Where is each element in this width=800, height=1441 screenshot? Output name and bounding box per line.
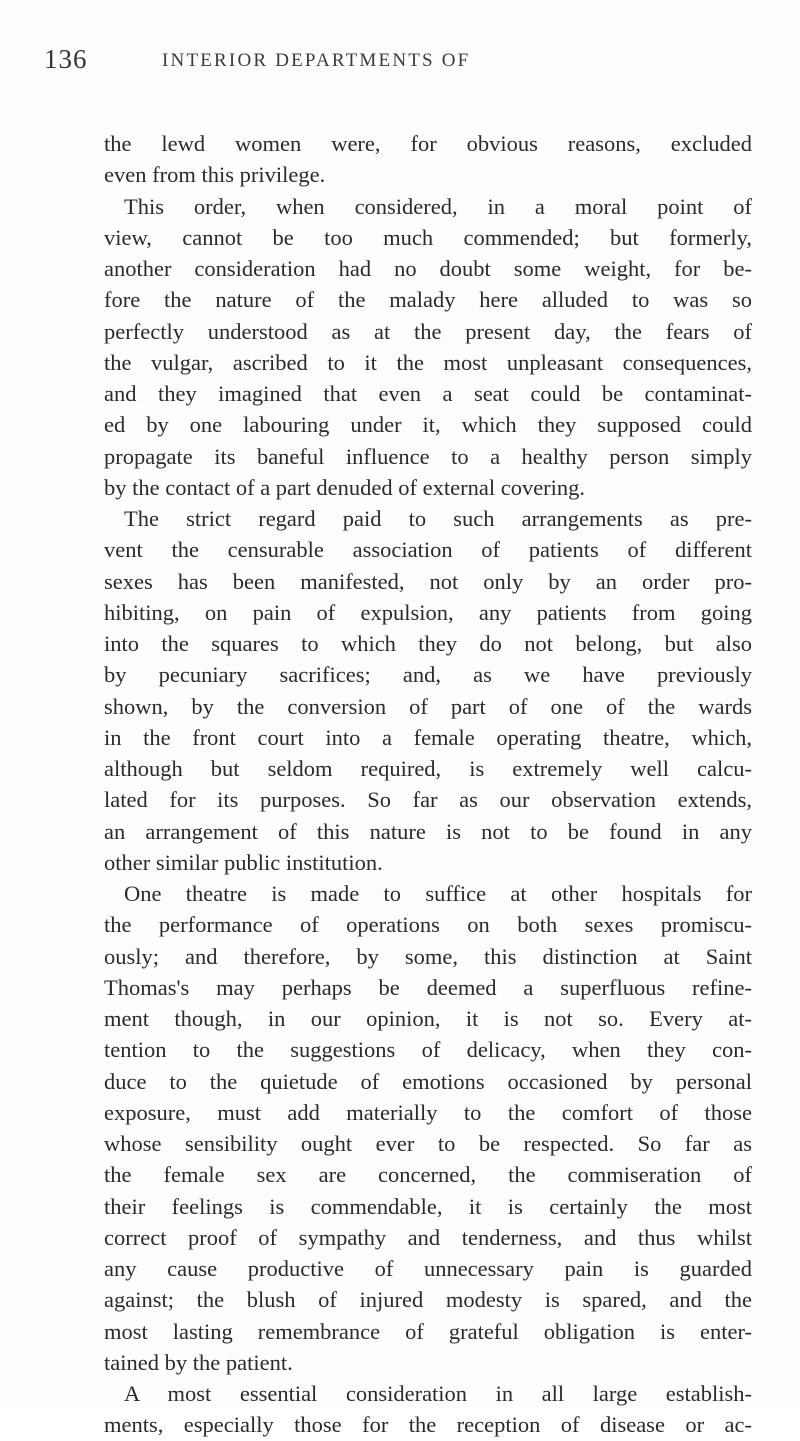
text-line: Thomas's may perhaps be deemed a superfluous refine- <box>104 974 752 1000</box>
text-line: sexes has been manifested, not only by an order pro- <box>104 568 752 594</box>
text-line: This order, when considered, in a moral point of <box>124 193 752 219</box>
text-line: and they imagined that even a seat could be contaminat- <box>104 381 752 406</box>
text-line: by the contact of a part denuded of external covering. <box>104 474 586 500</box>
text-line: any cause productive of unnecessary pain is guarded <box>104 1256 752 1281</box>
text-line: against; the blush of injured modesty is spared, and the <box>104 1287 752 1313</box>
text-line: ed by one labouring under it, which they supposed could <box>104 412 752 438</box>
text-line: perfectly understood as at the present day, the fears of <box>104 318 752 344</box>
text-line: duce to the quietude of emotions occasioned by personal <box>104 1068 752 1094</box>
text-line: an arrangement of this nature is not to be found in any <box>104 818 752 844</box>
text-line: their feelings is commendable, it is certainly the most <box>104 1193 752 1219</box>
text-line: hibiting, on pain of expulsion, any patients from going <box>104 599 752 625</box>
text-line: the vulgar, ascribed to it the most unpleasant consequences, <box>104 349 752 375</box>
text-line: view, cannot be too much commended; but formerly, <box>104 224 752 250</box>
text-line: vent the censurable association of patients of different <box>104 537 752 563</box>
text-line: propagate its baneful influence to a healthy person simply <box>104 443 752 469</box>
text-line: lated for its purposes. So far as our observation extends, <box>104 787 752 813</box>
text-line: ment though, in our opinion, it is not so. Every at- <box>104 1006 752 1031</box>
text-line: The strict regard paid to such arrangements as pre- <box>124 506 752 531</box>
text-line: One theatre is made to suffice at other hospitals for <box>124 881 752 906</box>
page-number: 136 <box>44 44 88 74</box>
text-line: ments, especially those for the reception of disease or ac- <box>104 1412 752 1438</box>
text-line: another consideration had no doubt some weight, for be- <box>104 256 752 281</box>
text-line: A most essential consideration in all large establish- <box>124 1381 752 1406</box>
text-line: in the front court into a female operating theatre, which, <box>104 724 752 750</box>
text-line: tained by the patient. <box>104 1349 293 1375</box>
running-title: INTERIOR DEPARTMENTS OF <box>162 50 471 71</box>
text-line: other similar public institution. <box>104 849 383 875</box>
text-line: fore the nature of the malady here alluded to was so <box>104 287 752 313</box>
text-line: exposure, must add materially to the comfort of those <box>104 1099 752 1125</box>
text-line: although but seldom required, is extremely well calcu- <box>104 756 752 781</box>
text-line: correct proof of sympathy and tenderness, and thus whilst <box>104 1224 752 1250</box>
text-line: tention to the suggestions of delicacy, when they con- <box>104 1037 752 1063</box>
text-line: most lasting remembrance of grateful obligation is enter- <box>104 1318 752 1344</box>
text-line: ously; and therefore, by some, this distinction at Saint <box>104 943 752 969</box>
text-line: whose sensibility ought ever to be respected. So far as <box>104 1131 752 1156</box>
text-line: into the squares to which they do not belong, but also <box>104 631 752 656</box>
text-line: by pecuniary sacrifices; and, as we have previously <box>104 662 752 688</box>
text-line: the performance of operations on both sexes promiscu- <box>104 912 752 938</box>
text-line: the lewd women were, for obvious reasons, excluded <box>104 131 752 156</box>
text-line: shown, by the conversion of part of one of the wards <box>104 693 752 719</box>
text-line: the female sex are concerned, the commiseration of <box>104 1162 752 1188</box>
running-head <box>44 44 764 84</box>
body-text <box>104 128 752 1441</box>
text-line: even from this privilege. <box>104 162 326 188</box>
